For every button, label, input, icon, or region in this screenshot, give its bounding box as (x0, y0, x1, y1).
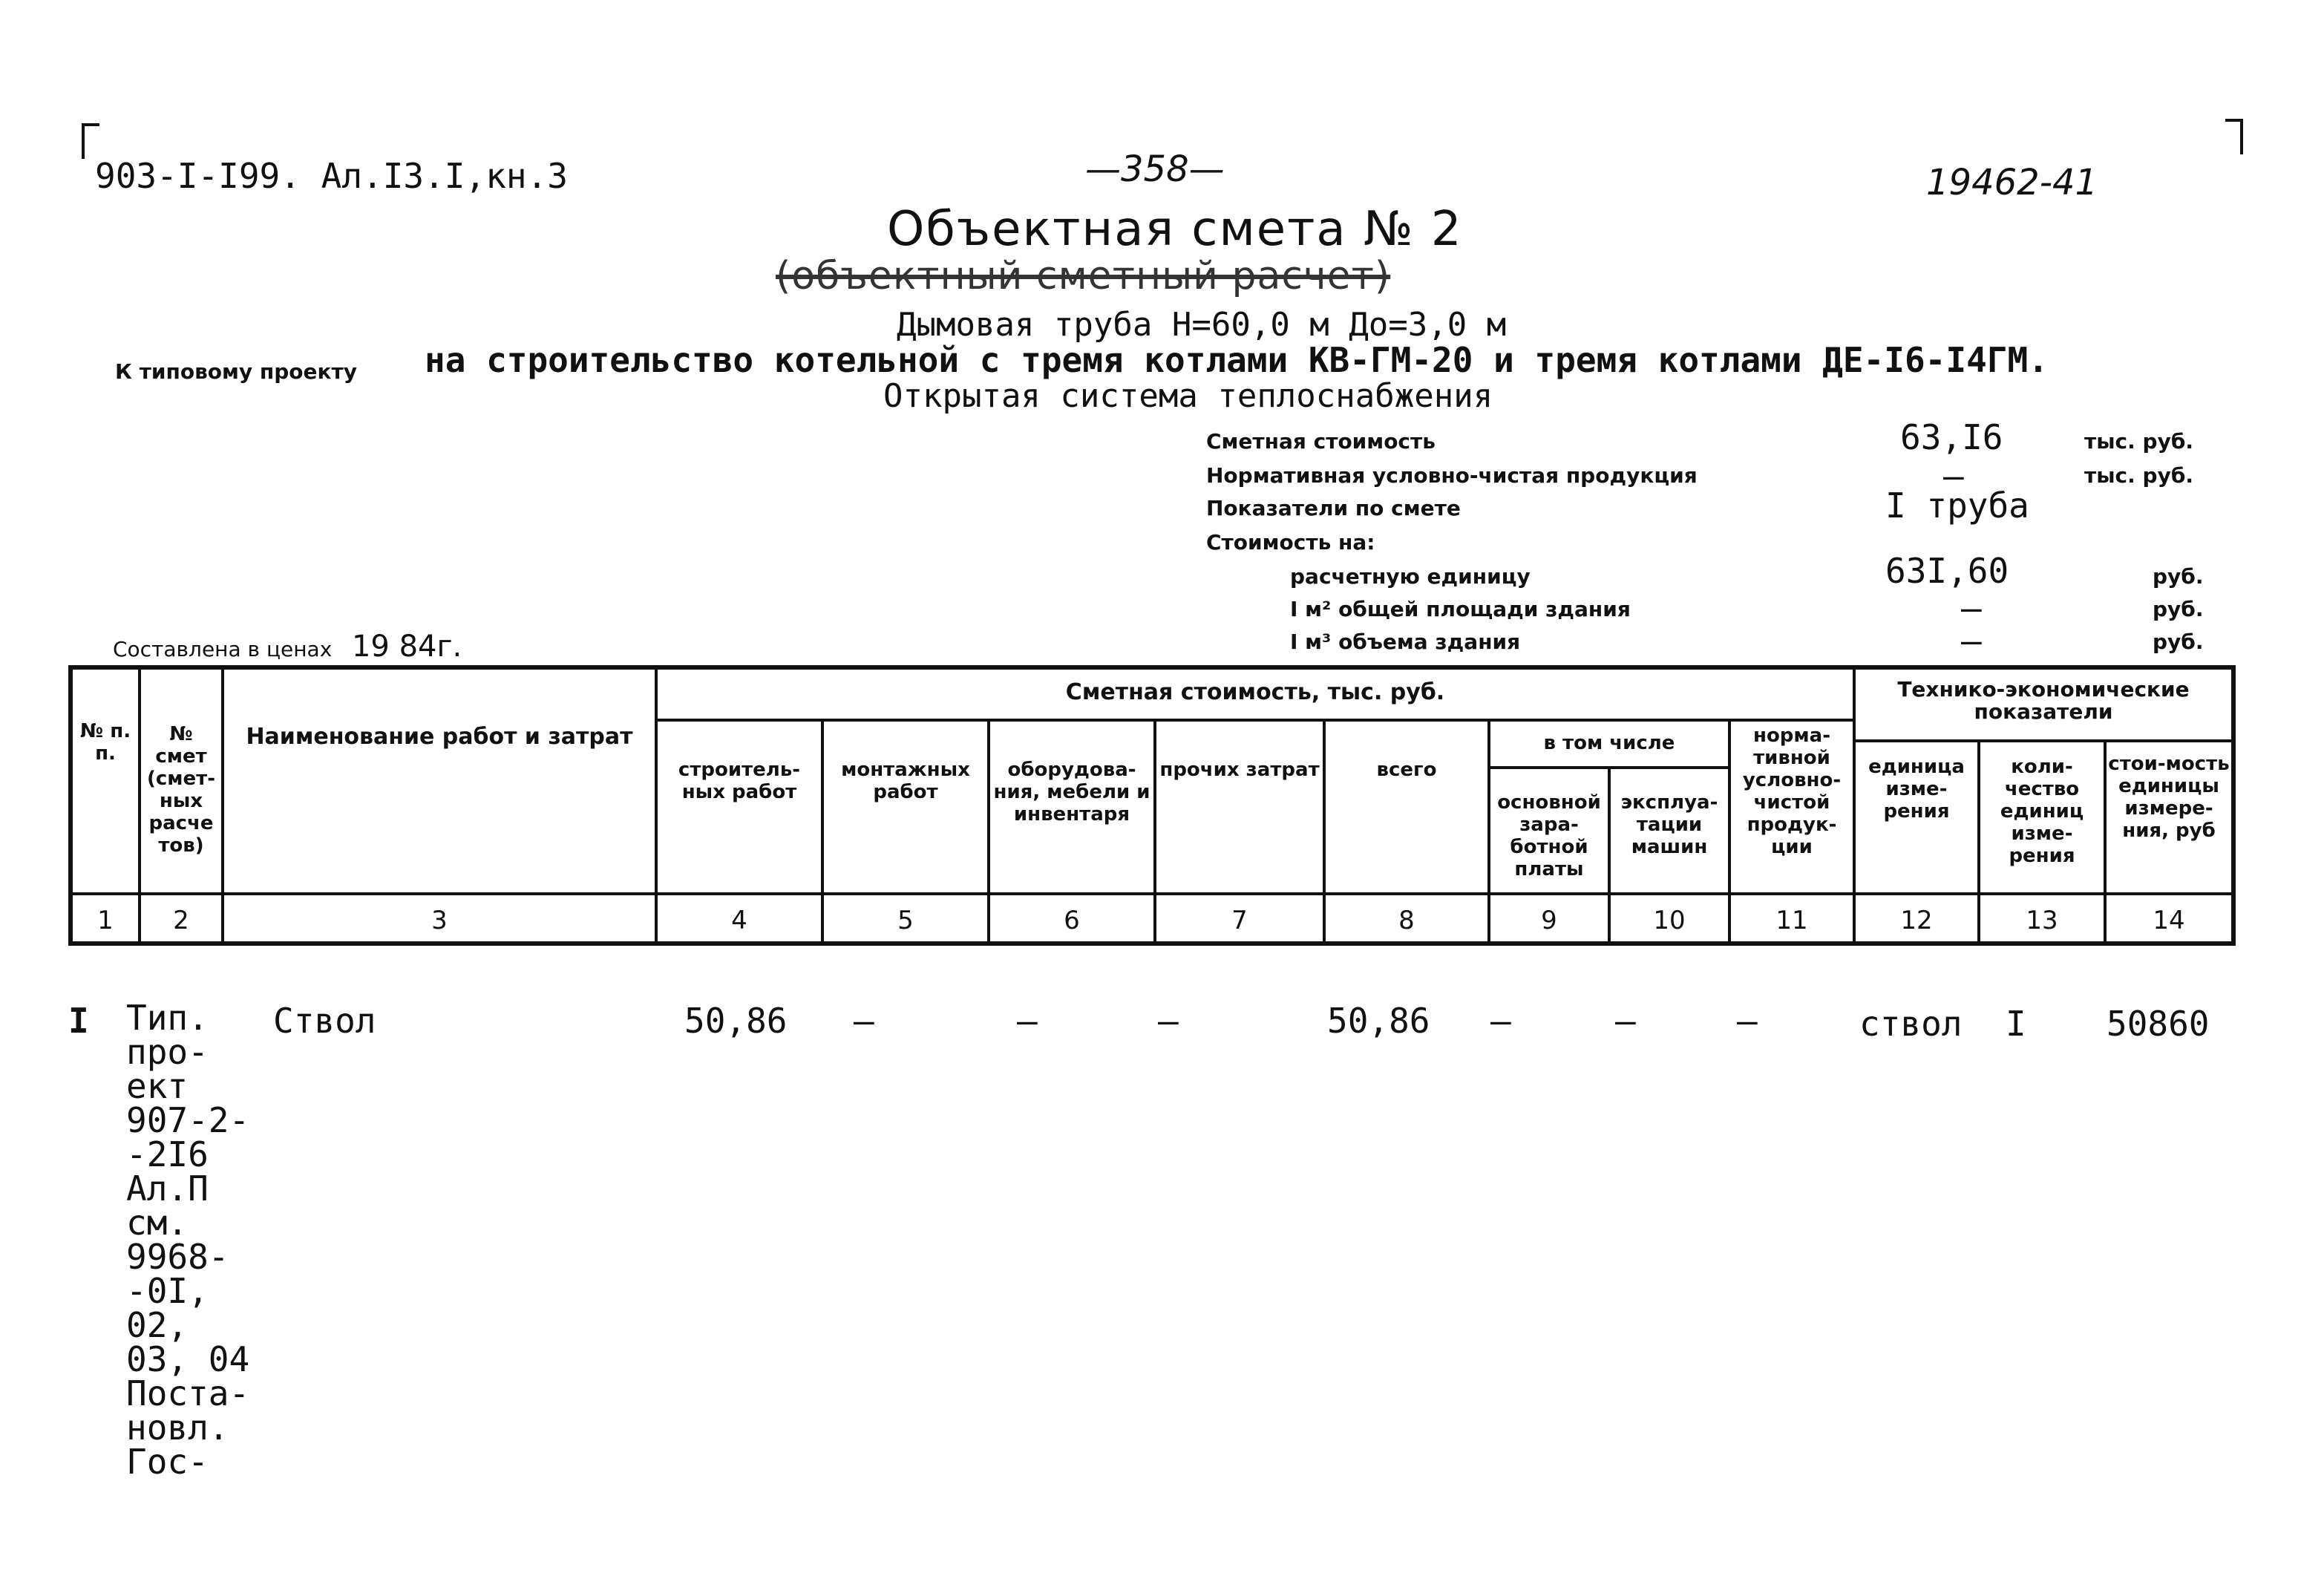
row-quantity: I (2006, 1004, 2026, 1044)
estimated-cost-label: Сметная стоимость (1206, 429, 1436, 454)
document-code: 903-I-I99. Ал.I3.I,кн.3 (95, 156, 568, 196)
indicators-label: Показатели по смете (1206, 496, 1461, 520)
header-construction: строитель-ных работ (678, 759, 801, 803)
col-number-3: 3 (431, 906, 448, 935)
col-number-13: 13 (2026, 906, 2058, 935)
document-title: Объектная смета № 2 (887, 202, 1463, 257)
row-normative-net: – (1737, 1001, 1758, 1041)
row-reference: Тип. про- ект 907-2- -2I6 Ал.П см. 9968- -0I, 02, 03, 04 Поста- новл. Гос- (126, 998, 250, 1482)
row-other-costs: – (1158, 1001, 1179, 1041)
col-number-11: 11 (1775, 906, 1808, 935)
header-installation: монтажных работ (841, 759, 970, 803)
per-area-label: I м² общей площади здания (1290, 597, 1631, 621)
header-estimate-number: № смет (смет-ных расче тов) (146, 723, 216, 857)
col-number-5: 5 (897, 906, 914, 935)
row-name: Ствол (273, 1001, 376, 1041)
subject-line: Дымовая труба Н=60,0 м До=3,0 м (897, 306, 1507, 344)
prices-label: Составлена в ценах (113, 637, 333, 661)
header-unit-cost: стои-мость единицы измере-ния, руб (2108, 753, 2230, 842)
row-base-wages: – (1490, 1001, 1511, 1041)
col-number-9: 9 (1541, 906, 1557, 935)
per-area-value: – (1961, 588, 1982, 628)
col-number-2: 2 (173, 906, 189, 935)
per-volume-value: – (1961, 621, 1982, 661)
estimated-cost-unit: тыс. руб. (2084, 429, 2194, 454)
per-unit-label: расчетную единицу (1290, 564, 1531, 589)
header-group-including: в том числе (1543, 732, 1675, 754)
per-unit-value: 63I,60 (1885, 551, 2009, 591)
row-unit: ствол (1859, 1004, 1963, 1044)
estimated-cost-value: 63,I6 (1900, 417, 2003, 457)
normative-unit: тыс. руб. (2084, 463, 2194, 488)
cost-per-label: Стоимость на: (1206, 530, 1375, 555)
col-number-6: 6 (1064, 906, 1080, 935)
row-unit-cost: 50860 (2107, 1004, 2210, 1044)
corner-mark-left (82, 123, 99, 159)
registration-number: 19462-41 (1926, 162, 2098, 203)
header-quantity: коли-чество единиц изме-рения (2000, 756, 2084, 867)
row-total: 50,86 (1327, 1001, 1430, 1041)
per-volume-unit: руб. (2153, 630, 2204, 654)
per-area-unit: руб. (2153, 597, 2204, 621)
struck-subtitle: (объектный сметный расчет) (776, 254, 1391, 298)
col-number-14: 14 (2153, 906, 2185, 935)
header-work-name: Наименование работ и затрат (246, 724, 633, 750)
col-number-8: 8 (1398, 906, 1415, 935)
header-row-number: № п. п. (79, 720, 131, 765)
col-number-7: 7 (1231, 906, 1248, 935)
normative-value: – (1943, 456, 1964, 496)
prices-year: 19 84г. (351, 630, 462, 664)
row-construction: 50,86 (684, 1001, 788, 1041)
row-machine-operation: – (1615, 1001, 1636, 1041)
project-prefix: К типовому проекту (115, 359, 358, 384)
header-group-cost: Сметная стоимость, тыс. руб. (1065, 679, 1445, 705)
page-number: —358— (1085, 148, 1225, 190)
per-volume-label: I м³ объема здания (1290, 630, 1521, 654)
header-other-costs: прочих затрат (1159, 759, 1320, 781)
prices-line (113, 630, 462, 664)
estimate-table-header (68, 665, 2236, 946)
system-line: Открытая система теплоснабжения (883, 377, 1493, 415)
project-line: на строительство котельной с тремя котлами КВ-ГМ-20 и тремя котлами ДЕ-I6-I4ГМ. (425, 340, 2049, 380)
normative-label: Нормативная условно-чистая продукция (1206, 463, 1698, 488)
header-base-wages: основной зара-ботной платы (1497, 791, 1601, 880)
header-normative-net: норма-тивной условно-чистой продук-ции (1742, 725, 1842, 858)
header-machine-operation: эксплуа-тации машин (1620, 791, 1718, 858)
header-total: всего (1376, 759, 1437, 781)
header-equipment: оборудова-ния, мебели и инвентаря (993, 759, 1150, 826)
indicators-value: I труба (1885, 486, 2029, 526)
col-number-1: 1 (97, 906, 114, 935)
per-unit-unit: руб. (2153, 564, 2204, 589)
row-equipment: – (1017, 1001, 1038, 1041)
col-number-4: 4 (731, 906, 747, 935)
col-number-12: 12 (1900, 906, 1933, 935)
header-unit: единица изме-рения (1868, 756, 1965, 823)
row-number: I (68, 1001, 89, 1041)
corner-mark-right (2225, 119, 2243, 154)
col-number-10: 10 (1653, 906, 1686, 935)
row-installation: – (854, 1001, 874, 1041)
header-group-technical: Технико-экономические показатели (1897, 677, 2190, 724)
